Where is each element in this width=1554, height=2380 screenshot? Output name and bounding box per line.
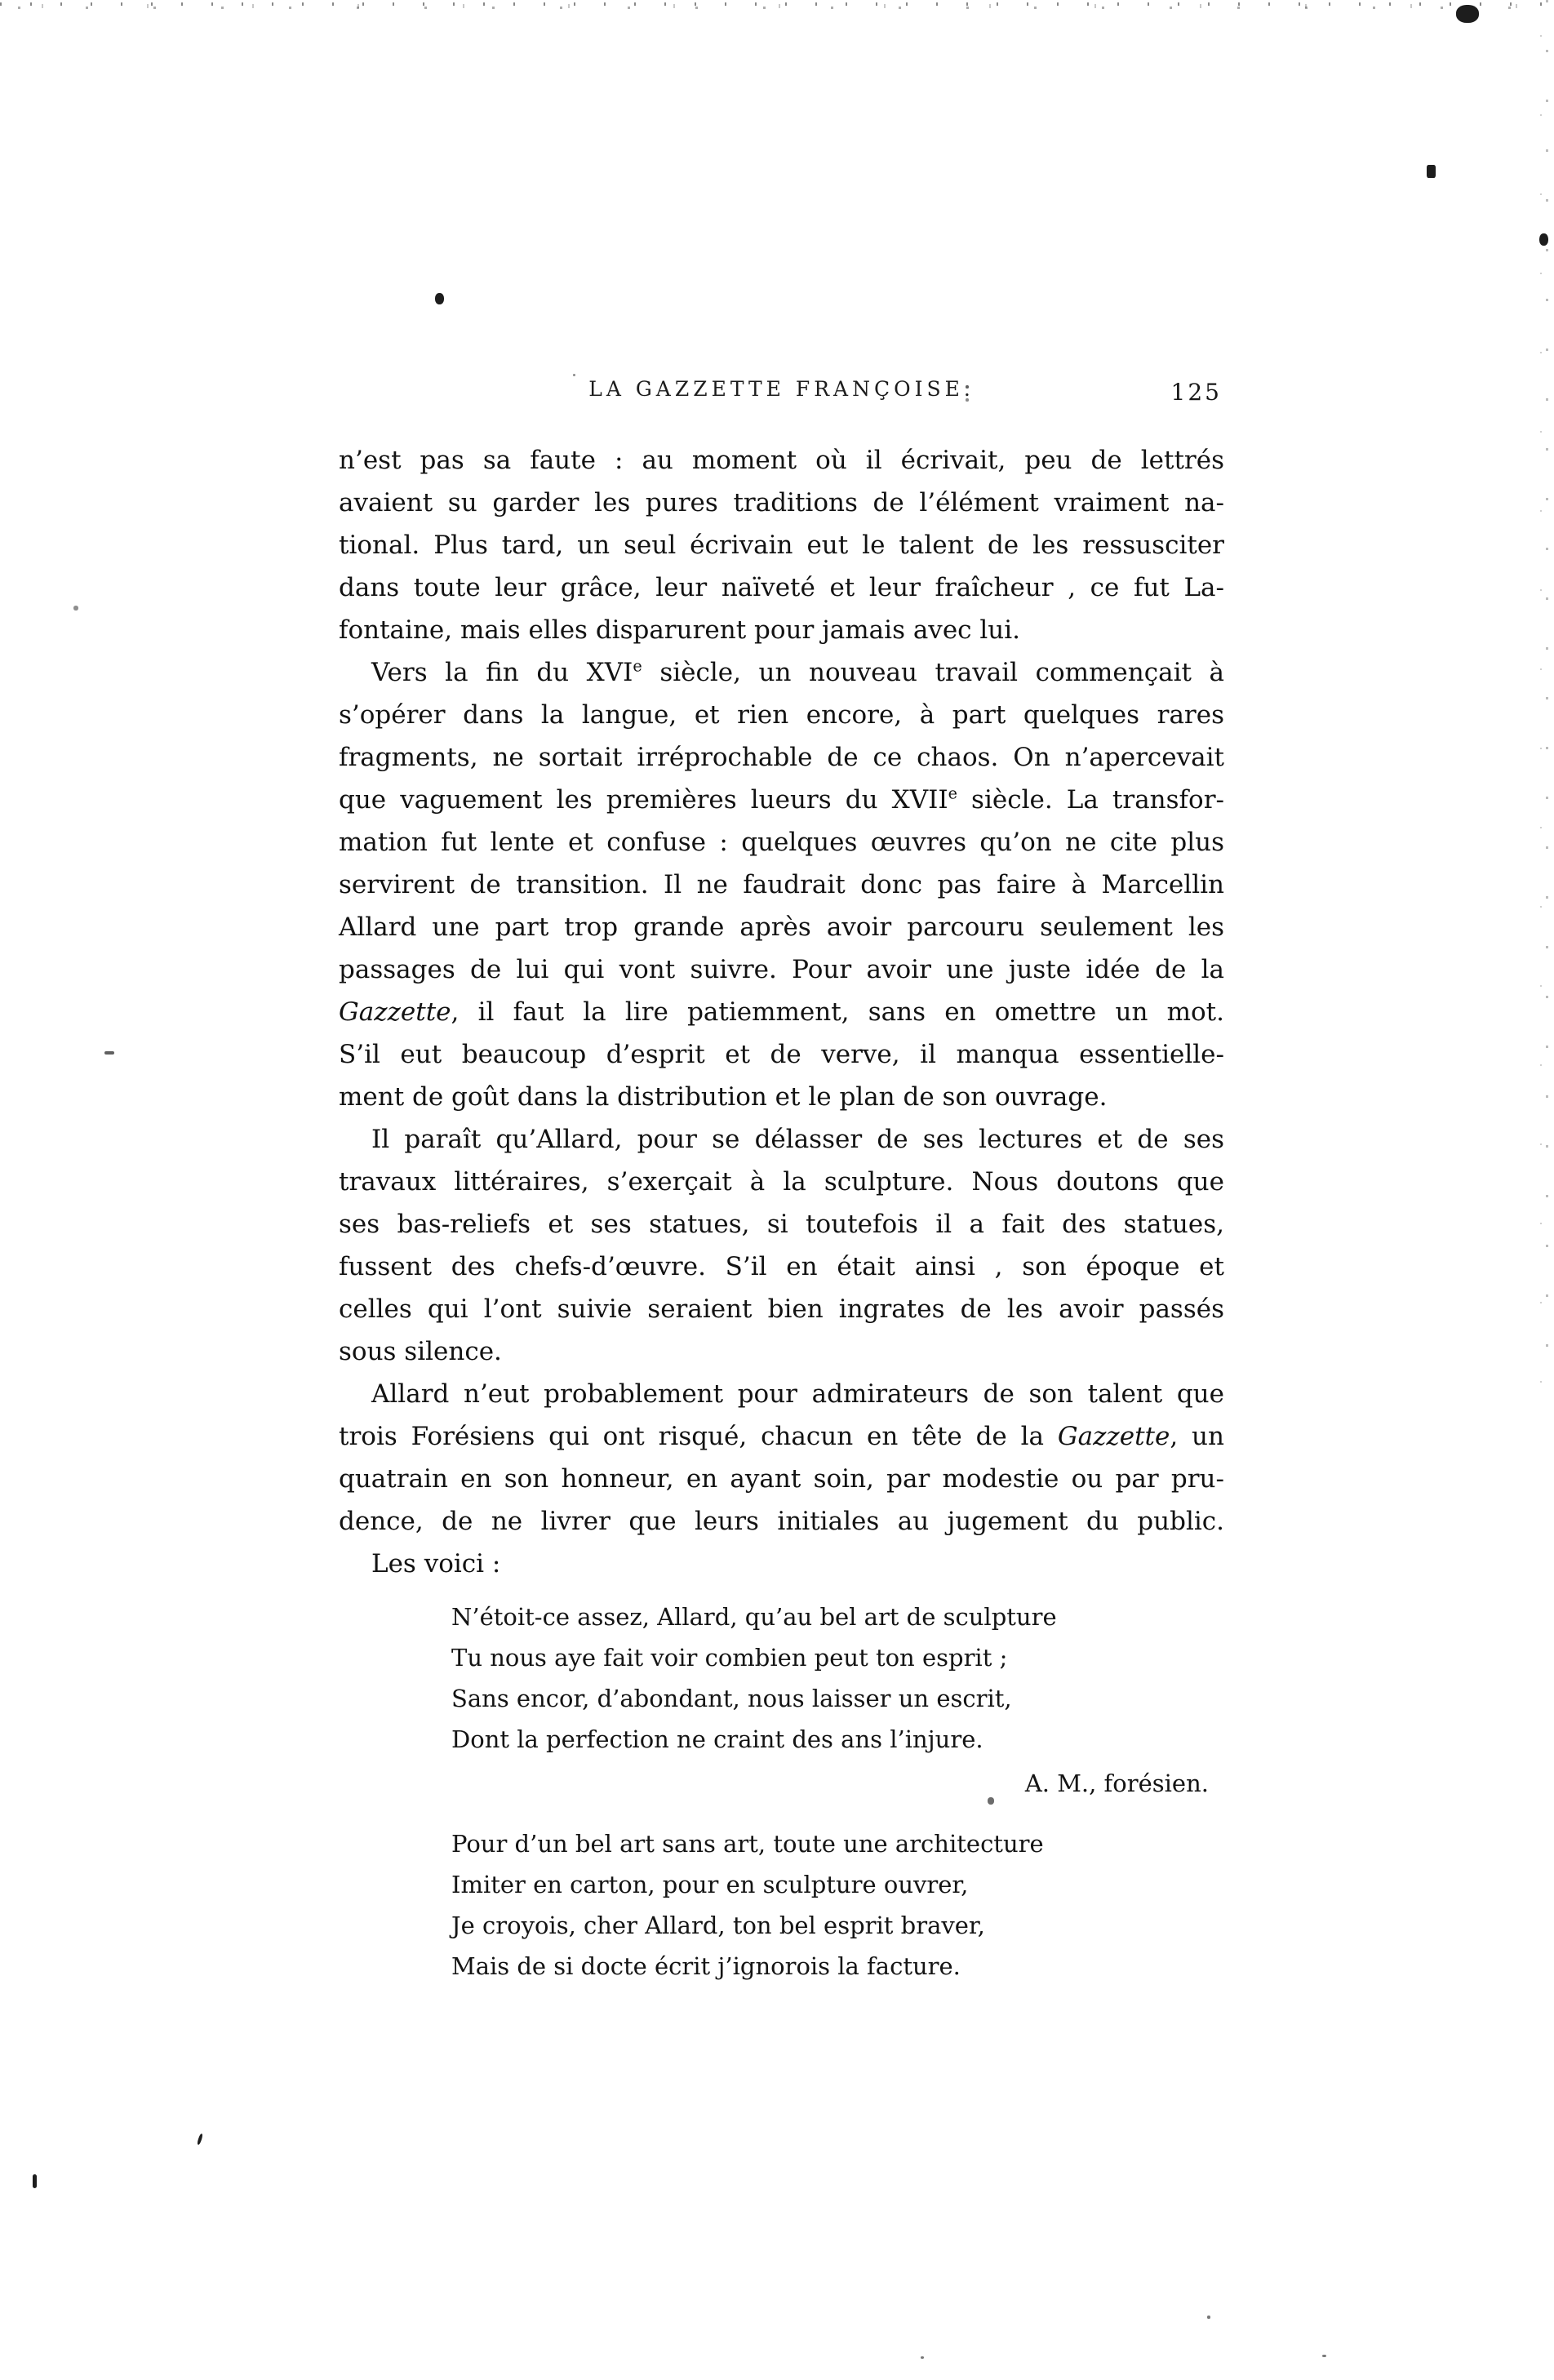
text-line: dence, de ne livrer que leurs initiales au jugement du public.: [339, 1507, 1224, 1536]
text-column: [339, 377, 1224, 1987]
poem-line: Tu nous aye fait voir combien peut ton esprit ;: [451, 1644, 1008, 1672]
text-line: quatrain en son honneur, en ayant soin, par modestie ou par pru-: [339, 1464, 1224, 1494]
scan-speck: [197, 2134, 203, 2146]
poem-line: Pour d’un bel art sans art, toute une architecture: [451, 1830, 1044, 1858]
poem-line: Dont la perfection ne craint des ans l’injure.: [451, 1725, 983, 1753]
text-line: Gazzette, il faut la lire patiemment, sans en omettre un mot.: [339, 997, 1224, 1027]
text-line: ses bas-reliefs et ses statues, si toutefois il a fait des statues,: [339, 1210, 1224, 1239]
text-line: trois Forésiens qui ont risqué, chacun en tête de la Gazzette, un: [339, 1422, 1224, 1451]
text-line: n’est pas sa faute : au moment où il écrivait, peu de lettrés: [339, 446, 1224, 475]
scan-speck: [573, 374, 575, 376]
running-title: LA GAZZETTE FRANÇOISE.: [588, 377, 975, 401]
poem-attribution: A. M., forésien.: [1024, 1769, 1209, 1797]
text-line: travaux littéraires, s’exerçait à la sculpture. Nous doutons que: [339, 1167, 1224, 1197]
poem: [451, 1823, 1224, 1987]
text-line: avaient su garder les pures traditions de l’élément vraiment na-: [339, 488, 1224, 517]
scan-speck: [1456, 5, 1479, 23]
paragraph: [339, 651, 1224, 1118]
scan-speck: [33, 2174, 37, 2188]
scan-speck: [435, 293, 444, 304]
text-line: fragments, ne sortait irréprochable de ce chaos. On n’apercevait: [339, 743, 1224, 772]
body-text: [339, 439, 1224, 1585]
text-line: celles qui l’ont suivie seraient bien ingrates de les avoir passés: [339, 1294, 1224, 1324]
scan-speck: [1427, 165, 1436, 178]
text-line: ment de goût dans la distribution et le plan de son ouvrage.: [339, 1082, 1108, 1112]
poem-line: N’étoit-ce assez, Allard, qu’au bel art de sculpture: [451, 1603, 1057, 1631]
text-line: servirent de transition. Il ne faudrait donc pas faire à Marcellin: [339, 870, 1224, 899]
poem-line: Sans encor, d’abondant, nous laisser un escrit,: [451, 1685, 1012, 1712]
poem-line: Je croyois, cher Allard, ton bel esprit braver,: [451, 1912, 985, 1939]
scan-speck: [73, 606, 78, 611]
text-line: S’il eut beaucoup d’esprit et de verve, il manqua essentielle-: [339, 1040, 1224, 1069]
paragraph: [339, 1373, 1224, 1585]
text-line: Vers la fin du XVIe siècle, un nouveau travail commençait à: [371, 656, 1224, 687]
scan-speck: [921, 2356, 924, 2359]
scan-speck: [1539, 233, 1548, 246]
page-number: 125: [1170, 379, 1222, 406]
poem-line: Imiter en carton, pour en sculpture ouvrer,: [451, 1871, 969, 1898]
scan-speck: [104, 1051, 114, 1055]
paragraph: [339, 1118, 1224, 1373]
page-header: [339, 377, 1224, 406]
text-line: fontaine, mais elles disparurent pour jamais avec lui.: [339, 615, 1021, 645]
text-line: Allard n’eut probablement pour admirateurs de son talent que: [371, 1379, 1224, 1409]
text-line: Il paraît qu’Allard, pour se délasser de ses lectures et de ses: [371, 1125, 1224, 1154]
text-line: mation fut lente et confuse : quelques œuvres qu’on ne cite plus: [339, 828, 1224, 857]
scan-edge-noise-right: [1536, 0, 1554, 1388]
text-line: que vaguement les premières lueurs du XVIIe siècle. La transfor-: [339, 784, 1224, 815]
poem-line: Mais de si docte écrit j’ignorois la facture.: [451, 1952, 961, 1980]
text-line: s’opérer dans la langue, et rien encore, à part quelques rares: [339, 700, 1224, 730]
text-line: passages de lui qui vont suivre. Pour avoir une juste idée de la: [339, 955, 1224, 984]
text-line: Allard une part trop grande après avoir parcouru seulement les: [339, 912, 1224, 942]
text-line: sous silence.: [339, 1337, 502, 1366]
text-line: tional. Plus tard, un seul écrivain eut le talent de les ressusciter: [339, 531, 1224, 560]
poem: [451, 1596, 1224, 1801]
poem-block: [339, 1596, 1224, 1987]
scan-speck: [1207, 2316, 1210, 2319]
scan-speck: [1322, 2355, 1326, 2357]
text-line: dans toute leur grâce, leur naïveté et leur fraîcheur , ce fut La-: [339, 573, 1224, 602]
paragraph: [339, 439, 1224, 651]
scan-edge-noise-top: [0, 0, 1554, 11]
text-line: Les voici :: [371, 1549, 501, 1579]
text-line: fussent des chefs-d’œuvre. S’il en était ainsi , son époque et: [339, 1252, 1224, 1281]
